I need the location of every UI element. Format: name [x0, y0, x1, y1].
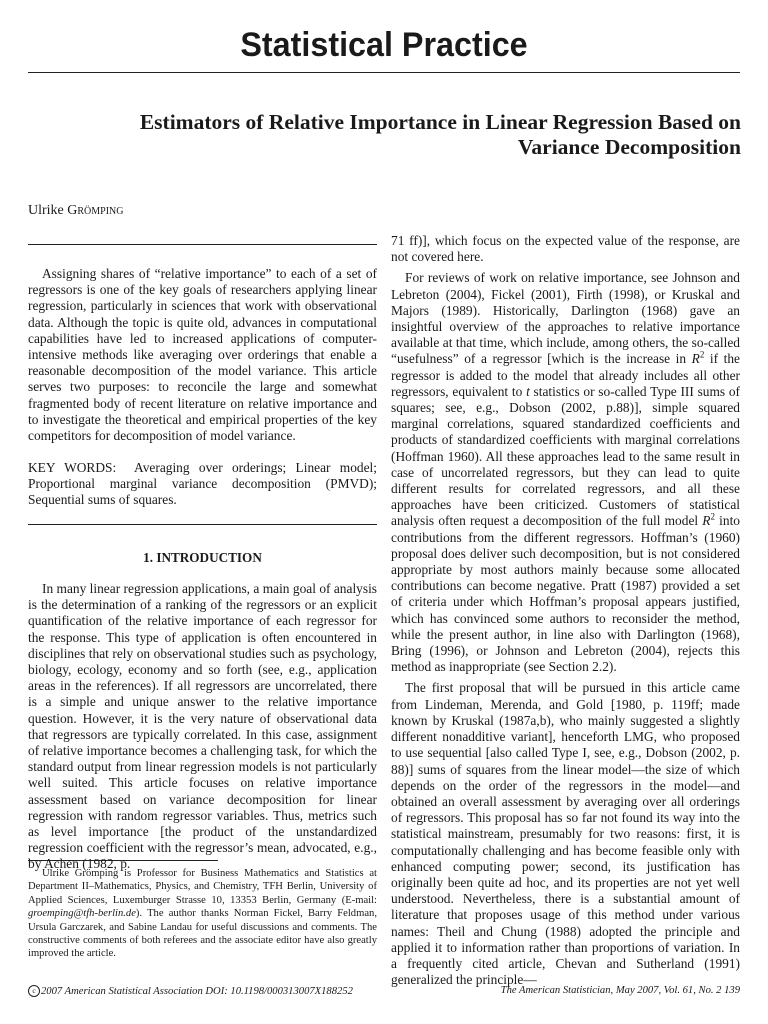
- t-symbol: t: [526, 383, 530, 399]
- intro-paragraph-1: In many linear regression applications, a main goal of analysis is the determination of a ranking of the regressors or an explicit quantification of the relative importance of each regressor for the response. This type of application is often encountered in disciplines that rely on observational studies such as psychology, biology, ecology, economy and so forth (see, e.g., application areas in the references). If all regressors are uncorrelated, there is a simple and unique answer to the relative importance question. However, it is the very nature of observational data that regressors are typically correlated. In this case, assignment of relative importance becomes a challenging task, for which the standard output from linear regression models is not particularly well suited. This article focuses on relative importance assessment based on variance decomposition for linear regression with random regressor variables. Thus, metrics such as level importance [the product of the unstandardized regression coefficient with the regressor’s mean, advocated, e.g., by Achen (1982, p.: [28, 581, 377, 872]
- footnote-rule: [28, 860, 218, 861]
- right-p1-part-b: if the regressor is added to the model that already includes all other regressors, equivalent to: [391, 351, 741, 399]
- author-footnote: [28, 867, 377, 961]
- journal-title: Statistical Practice: [240, 26, 528, 64]
- right-paragraph-2: The first proposal that will be pursued in this article came from Lindeman, Merenda, and Gold [1980, p. 119ff; made known by Kruskal (1987a,b), who mainly suggested a slightly different nonadditive variant], henceforth LMG, who proposed to use sequential [also called Type I, see, e.g., Dobson (2002, p. 88)] sums of squares from the linear model—the size of which depends on the order of the regressors in the model—and obtained an overall assessment by averaging over all orderings of regressors. This proposal has so far not found its way into the statistical mainstream, presumably for two reasons: first, it is computationally challenging and has become feasible only with enhanced computing power; second, its justification has originally been quite ad hoc, and its properties are not yet well understood. Nevertheless, there is a substantial amount of literature that proposes usage of this method under various names: Theil and Chung (1988) adopted the principle and applied it to information rather than proportions of variation. In a frequently cited article, Chevan and Sutherland (1991) generalized the principle—: [391, 680, 740, 988]
- right-paragraph-0: 71 ff)], which focus on the expected value of the response, are not covered here.: [391, 233, 740, 265]
- abstract-bottom-rule: [28, 524, 377, 525]
- right-p1-part-a: For reviews of work on relative importance, see Johnson and Lebreton (2004), Fickel (2001), Firth (1998), or Kruskal and Majors (1989). Historically, Darlington (1968) gave an insightful overview of the approaches to relative importance available at that time, which include, among others, the so-called “usefulness” of a regressor [which is the increase in: [391, 270, 740, 367]
- article-title: [60, 110, 741, 160]
- header-rule: [28, 72, 740, 73]
- footer-left: [28, 985, 353, 997]
- r-squared-exponent: 2: [699, 349, 705, 360]
- keywords-label: KEY WORDS:: [28, 460, 117, 475]
- author-name: [28, 203, 124, 219]
- footnote-email[interactable]: groemping@tfh-berlin.de: [28, 908, 136, 920]
- author-first-name: Ulrike: [28, 203, 64, 218]
- right-column: [391, 233, 740, 993]
- r-squared-exponent-2: 2: [710, 511, 715, 522]
- footnote-text: [28, 867, 377, 961]
- copyright-icon: c: [28, 985, 40, 997]
- author-last-name: Grömping: [67, 203, 124, 218]
- footer-left-text: 2007 American Statistical Association DOI: 10.1198/000313007X188252: [41, 986, 353, 997]
- right-paragraph-1: [391, 270, 740, 675]
- article-title-line-2: Variance Decomposition: [517, 135, 741, 159]
- right-p1-part-c: statistics or so-called Type III sums of squares; see, e.g., Dobson (2002, p.88)], simple squared marginal correlations, squared standardized coefficients and products of standardized coefficients with marginal correlations (Hoffman 1960). All these approaches lead to the same result in case of uncorrelated regressors, but they can lead to quite different results for correlated regressors, and all these approaches have been criticized. Customers of statistical analysis often request a decomposition of the full model: [391, 383, 740, 529]
- article-title-line-1: Estimators of Relative Importance in Linear Regression Based on: [139, 110, 741, 134]
- footer-right: The American Statistician, May 2007, Vol. 61, No. 2 139: [500, 985, 740, 996]
- keywords-text: Averaging over orderings; Linear model; Proportional marginal variance decomposition (PMVD); Sequential sums of squares.: [28, 460, 377, 508]
- introduction-body: [28, 581, 377, 873]
- abstract: [28, 266, 377, 444]
- footnote-text-a: Ulrike Grömping is Professor for Business Mathematics and Statistics at Department II–Mathematics, Physics, and Chemistry, TFH Berlin, University of Applied Sciences, Luxemburger Strasse 10, 13353 Berlin, Germany (E-mail:: [28, 868, 377, 906]
- section-heading-introduction: 1. INTRODUCTION: [143, 550, 262, 565]
- abstract-text: Assigning shares of “relative importance” to each of a set of regressors is one of the key goals of researchers applying linear regression, particularly in sciences that work with observational data. Although the topic is quite old, advances in computational capabilities have led to increased applications of computer-intensive methods like averaging over orderings that enable a reasonable decomposition of the model variance. This article serves two purposes: to reconcile the large and somewhat fragmented body of recent literature on relative importance and to investigate the theoretical and empirical properties of the key competitors for decomposition of model variance.: [28, 266, 377, 444]
- r-squared-symbol: R: [691, 351, 700, 367]
- abstract-top-rule: [28, 244, 377, 245]
- keywords: [28, 460, 377, 509]
- footnote-text-b: ). The author thanks Norman Fickel, Barry Feldman, Ursula Garczarek, and Sabine Landau for useful discussions and comments. The constructive comments of both referees and the associate editor have also greatly improved the article.: [28, 908, 377, 960]
- r-squared-symbol-2: R: [702, 513, 711, 529]
- right-p1-part-d: into contributions from the different regressors. Hoffman’s (1960) proposal does deliver such decomposition, but is not considered appropriate by most authors mainly because some allocated contributions can become negative. Pratt (1987) provided a set of criteria under which Hoffman’s proposal appears justified, which has convinced some authors to reconsider the method, while the present author, in line also with Darlington (1968), Bring (1996), or Johnson and Lebreton (2004), rejects this method as inappropriate (see Section 2.2).: [391, 513, 740, 675]
